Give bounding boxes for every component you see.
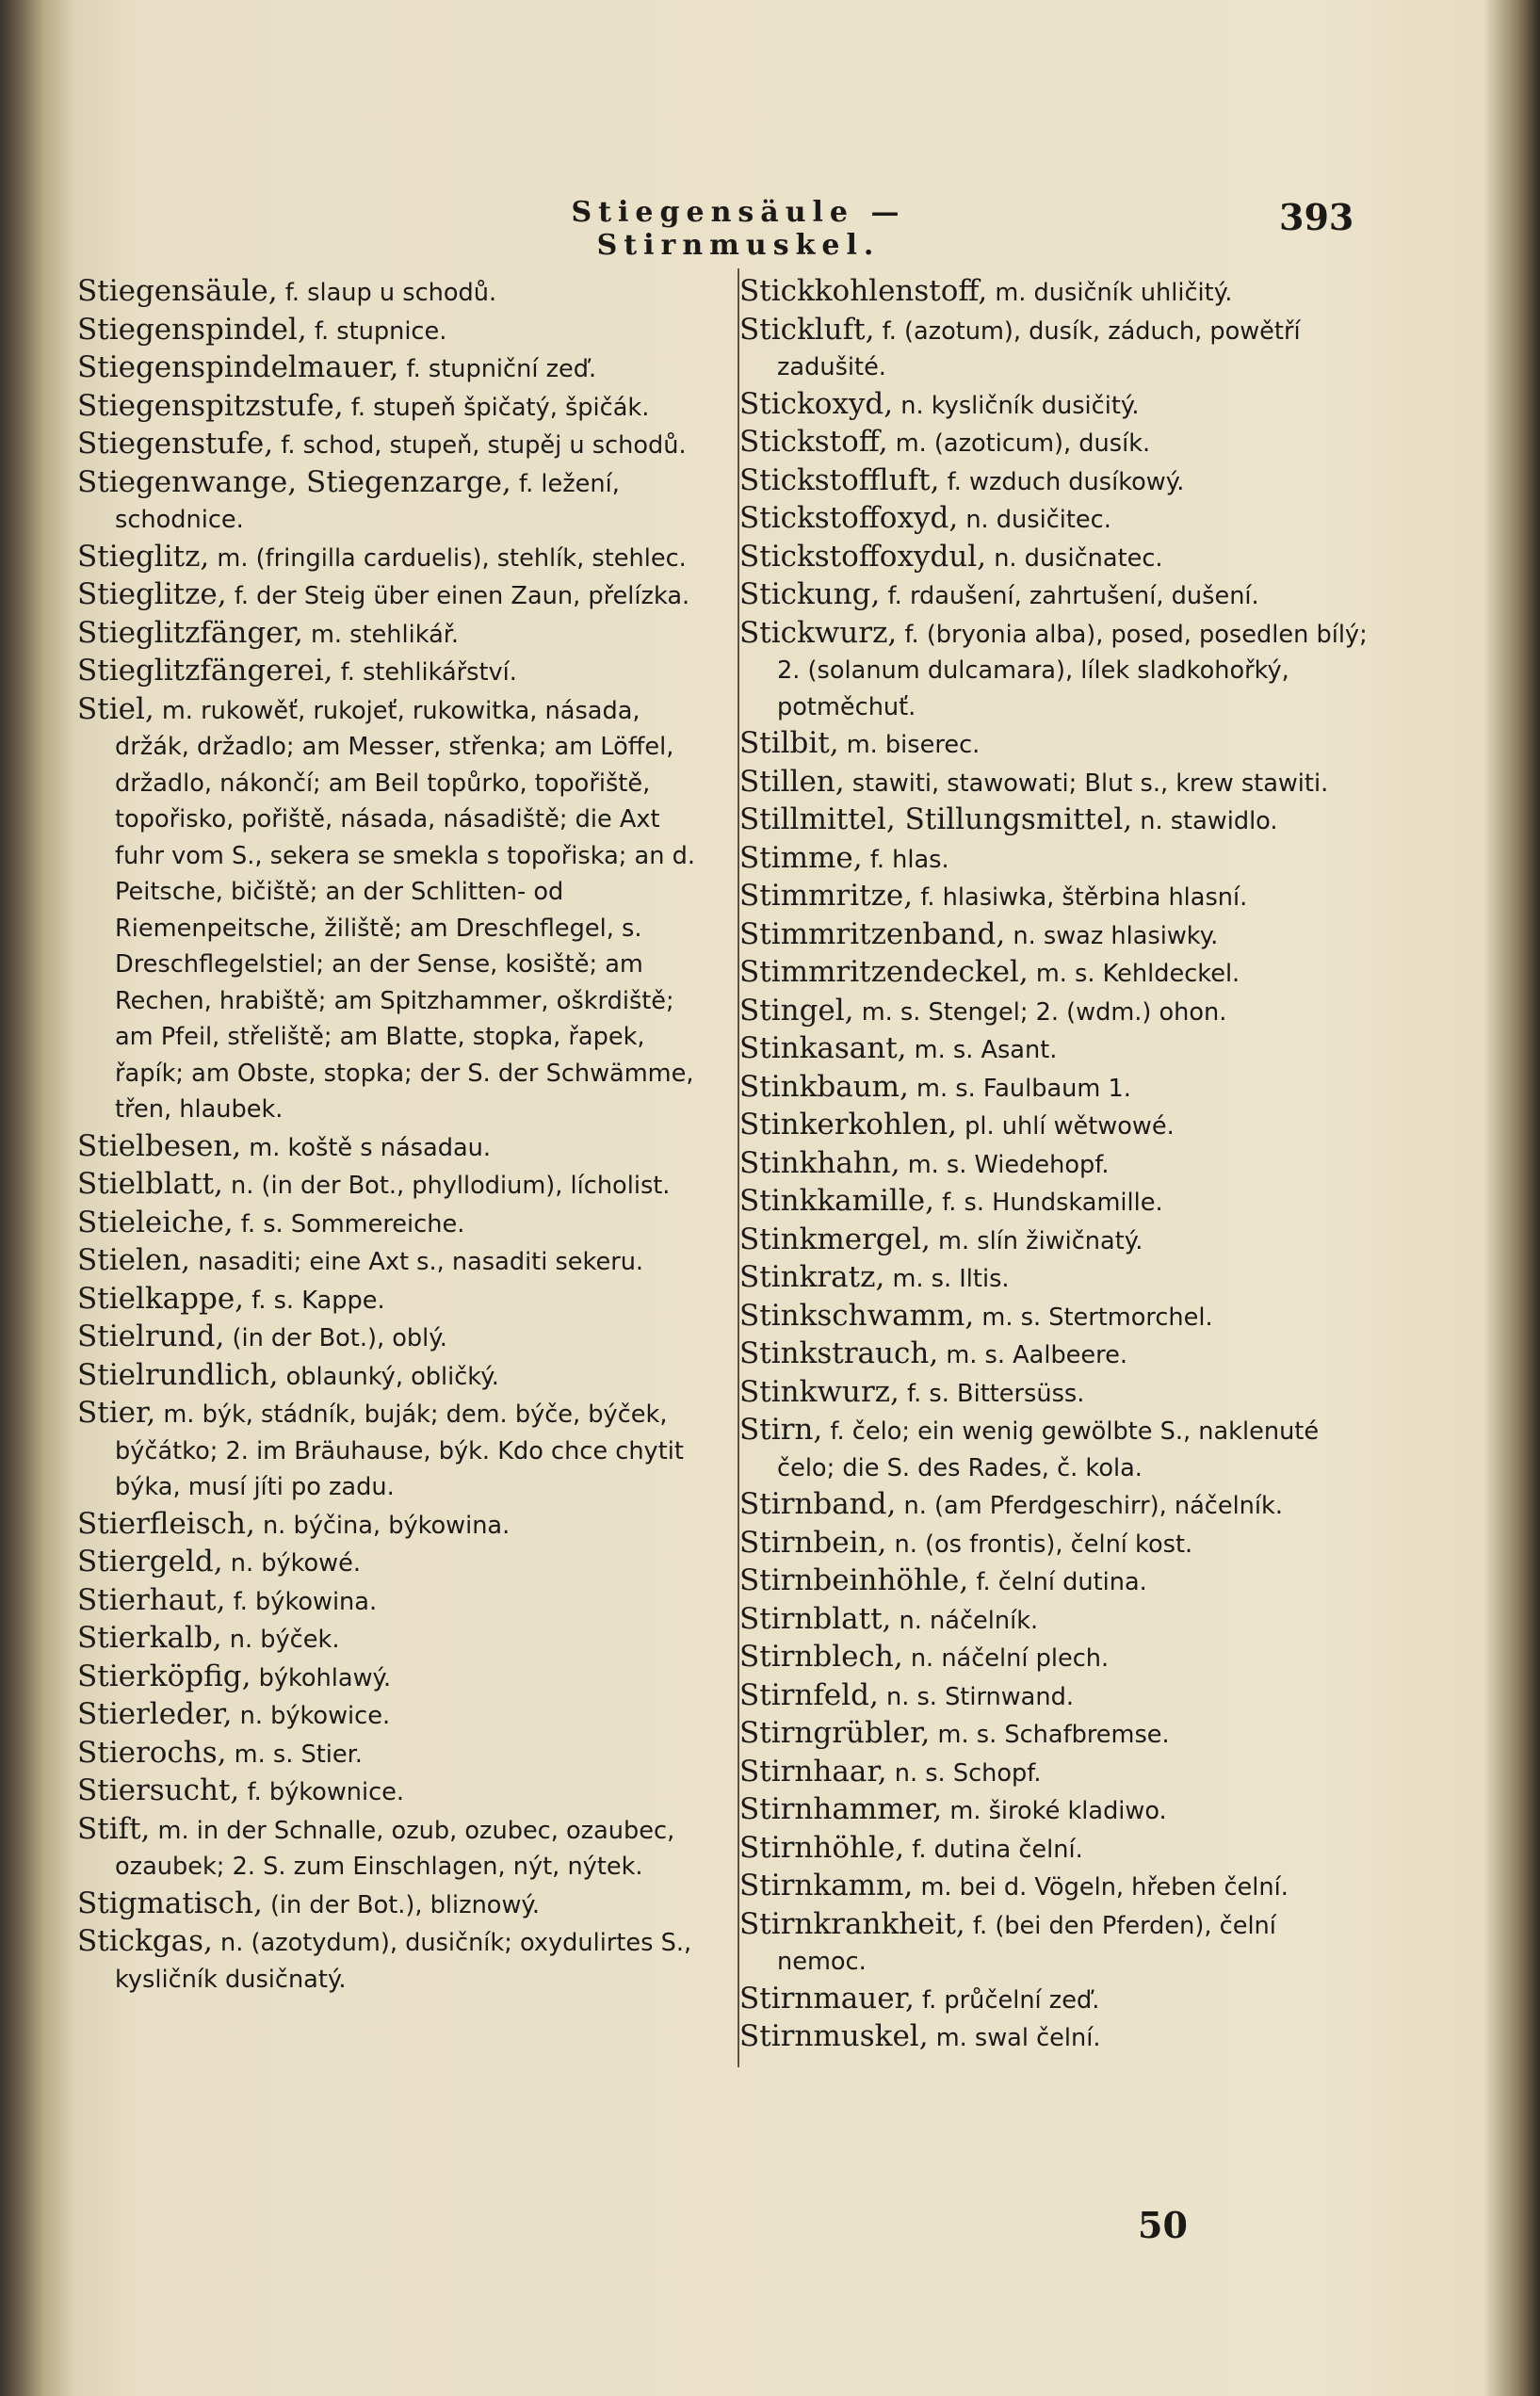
entry-gloss: n. stawidlo.: [1140, 807, 1278, 835]
dictionary-entry: [739, 725, 1370, 764]
dictionary-entry: [77, 691, 714, 1128]
entry-headword: Stieglitz,: [77, 539, 210, 574]
entry-gloss: f. s. Kappe.: [251, 1286, 385, 1315]
dictionary-entry: [77, 1735, 714, 1773]
dictionary-entry: [739, 1298, 1370, 1336]
dictionary-entry: [77, 1319, 714, 1357]
dictionary-entry: [77, 1166, 714, 1205]
entry-headword: Stieglitzfängerei,: [77, 654, 333, 688]
entry-headword: Stielrundlich,: [77, 1357, 279, 1392]
entry-gloss: m. rukowěť, rukojeť, rukowitka, násada, držák, držadlo; am Messer, střenka; am Löffel, držadlo, nákončí; am Beil topůrko, topořiště, topořisko, pořiště, násada, násadiště; die Axt fuhr vom S., sekera se smekla s topořiska; an d. Peitsche, bičiště; an der Schlitten- od Riemenpeitsche, žiliště; am Dreschflegel, s. Dreschflegelstiel; an der Sense, kosiště; am Rechen, hrabiště; am Spitzhammer, oškrdiště; am Pfeil, střeliště; am Blatte, stopka, řapek, řapík; am Obste, stopka; der S. der Schwämme, třen, hlaubek.: [115, 696, 695, 1124]
entry-headword: Stickung,: [739, 577, 881, 611]
entry-headword: Stinkhahn,: [739, 1145, 900, 1180]
dictionary-entry: [739, 764, 1370, 802]
dictionary-entry: [77, 273, 714, 312]
entry-headword: Stierfleisch,: [77, 1506, 255, 1541]
entry-headword: Stift,: [77, 1811, 151, 1846]
entry-gloss: f. býkownice.: [247, 1778, 405, 1806]
entry-headword: Stierochs,: [77, 1735, 227, 1770]
entry-headword: Stirnkamm,: [739, 1869, 914, 1902]
entry-headword: Stirnmuskel,: [739, 2019, 929, 2053]
entry-gloss: m. býk, stádník, buják; dem. býče, býček, býčátko; 2. im Bräuhause, býk. Kdo chce chytit býka, musí jíti po zadu.: [115, 1400, 684, 1501]
entry-gloss: n. dusičitec.: [965, 506, 1111, 534]
entry-gloss: n. býčina, býkowina.: [262, 1511, 511, 1540]
entry-headword: Stierleder,: [77, 1697, 233, 1731]
entry-gloss: m. (azoticum), dusík.: [895, 429, 1151, 458]
entry-gloss: m. s. Asant.: [914, 1036, 1058, 1064]
entry-gloss: m. s. Faulbaum 1.: [916, 1074, 1131, 1103]
entry-headword: Stickgas,: [77, 1924, 213, 1958]
entry-gloss: f. wzduch dusíkowý.: [947, 467, 1185, 496]
entry-gloss: m. koště s násadau.: [249, 1133, 491, 1162]
entry-gloss: f. dutina čelní.: [912, 1835, 1083, 1864]
entry-gloss: n. swaz hlasiwky.: [1013, 921, 1219, 950]
dictionary-entry: [739, 1981, 1370, 2019]
dictionary-entry: [739, 1412, 1370, 1486]
entry-gloss: f. (azotum), dusík, záduch, powětří zadušité.: [777, 316, 1301, 381]
entry-headword: Stielbesen,: [77, 1128, 242, 1163]
dictionary-entry: [739, 1486, 1370, 1525]
entry-headword: Stillen,: [739, 764, 845, 799]
entry-gloss: n. (in der Bot., phyllodium), lícholist.: [231, 1172, 671, 1200]
entry-gloss: f. průčelní zeď.: [922, 1985, 1100, 2015]
entry-gloss: m. swal čelní.: [935, 2024, 1101, 2052]
left-column: [77, 273, 714, 1998]
dictionary-entry: [77, 1659, 714, 1697]
entry-gloss: býkohlawý.: [258, 1663, 392, 1692]
entry-headword: Stickstoffluft,: [739, 462, 940, 497]
dictionary-entry: [739, 500, 1370, 539]
entry-gloss: f. s. Sommereiche.: [240, 1209, 465, 1238]
entry-headword: Stiegenwange, Stiegenzarge,: [77, 464, 511, 499]
signature-mark: 50: [1138, 2204, 1188, 2246]
dictionary-entry: [739, 1830, 1370, 1869]
dictionary-entry: [77, 312, 714, 350]
entry-gloss: m. (fringilla carduelis), stehlík, stehlec.: [217, 543, 687, 573]
entry-gloss: m. s. Iltis.: [892, 1265, 1010, 1293]
entry-headword: Stickluft,: [739, 312, 875, 347]
entry-headword: Stickstoffoxyd,: [739, 501, 959, 535]
entry-headword: Stinkschwamm,: [739, 1298, 975, 1333]
dictionary-entry: [77, 426, 714, 464]
entry-gloss: n. kysličník dusičitý.: [900, 391, 1140, 420]
entry-gloss: f. býkowina.: [233, 1587, 378, 1616]
dictionary-entry: [739, 1677, 1370, 1716]
dictionary-entry: [77, 1811, 714, 1886]
dictionary-entry: [739, 1639, 1370, 1677]
entry-headword: Stirnkrankheit,: [739, 1906, 965, 1941]
dictionary-entry: [77, 653, 714, 691]
entry-headword: Stinkstrauch,: [739, 1336, 939, 1370]
entry-headword: Stirnbeinhöhle,: [739, 1563, 969, 1597]
entry-headword: Stiegenspitzstufe,: [77, 388, 344, 423]
dictionary-entry: [739, 1525, 1370, 1563]
dictionary-entry: [739, 1754, 1370, 1792]
entry-gloss: f. schod, stupeň, stupěj u schodů.: [281, 431, 687, 460]
entry-gloss: oblaunký, obličký.: [285, 1362, 499, 1391]
entry-headword: Stielen,: [77, 1243, 191, 1277]
entry-gloss: m. stehlikář.: [310, 620, 460, 649]
right-column: [739, 273, 1370, 2057]
entry-gloss: n. (os frontis), čelní kost.: [894, 1530, 1193, 1559]
dictionary-entry: [77, 1281, 714, 1319]
entry-gloss: n. (am Pferdgeschirr), náčelník.: [903, 1492, 1283, 1520]
dictionary-entry: [739, 1336, 1370, 1374]
entry-gloss: (in der Bot.), bliznowý.: [269, 1890, 541, 1919]
dictionary-entry: [77, 1205, 714, 1243]
entry-headword: Stier,: [77, 1396, 156, 1430]
entry-headword: Stigmatisch,: [77, 1886, 263, 1920]
entry-headword: Stirn,: [739, 1413, 823, 1447]
dictionary-entry: [77, 1395, 714, 1506]
dictionary-entry: [739, 1222, 1370, 1260]
entry-gloss: m. s. Wiedehopf.: [907, 1150, 1110, 1179]
entry-headword: Stirnblech,: [739, 1640, 903, 1674]
entry-gloss: f. s. Bittersüss.: [907, 1379, 1085, 1408]
entry-headword: Stiegenstufe,: [77, 427, 274, 461]
dictionary-entry: [77, 1886, 714, 1924]
dictionary-entry: [739, 1906, 1370, 1981]
dictionary-entry: [739, 1030, 1370, 1069]
dictionary-entry: [77, 388, 714, 427]
entry-headword: Stirnband,: [739, 1487, 897, 1521]
entry-headword: Stiegenspindel,: [77, 312, 307, 347]
dictionary-entry: [739, 1715, 1370, 1754]
dictionary-entry: [77, 1128, 714, 1167]
dictionary-entry: [739, 462, 1370, 501]
entry-gloss: m. s. Stertmorchel.: [981, 1303, 1213, 1332]
entry-gloss: f. hlas.: [869, 845, 949, 874]
entry-gloss: m. bei d. Vögeln, hřeben čelní.: [920, 1873, 1289, 1902]
entry-headword: Stierhaut,: [77, 1582, 226, 1617]
entry-headword: Stirnhöhle,: [739, 1830, 905, 1865]
entry-headword: Stirnhammer,: [739, 1792, 943, 1826]
entry-headword: Stieglitze,: [77, 577, 227, 611]
dictionary-entry: [739, 1868, 1370, 1906]
entry-gloss: f. ležení, schodnice.: [115, 469, 620, 534]
entry-gloss: n. (azotydum), dusičník; oxydulirtes S., kysličník dusičnatý.: [115, 1929, 692, 1994]
entry-headword: Stinkkamille,: [739, 1184, 934, 1218]
dictionary-entry: [739, 916, 1370, 955]
entry-gloss: f. čelní dutina.: [976, 1568, 1147, 1596]
entry-headword: Stickoxyd,: [739, 386, 894, 421]
entry-gloss: m. s. Stengel; 2. (wdm.) ohon.: [861, 997, 1227, 1027]
entry-headword: Stierköpfig,: [77, 1659, 251, 1693]
entry-headword: Stilbit,: [739, 726, 839, 760]
dictionary-entry: [739, 312, 1370, 386]
entry-gloss: n. náčelník.: [899, 1606, 1039, 1635]
entry-gloss: f. čelo; ein wenig gewölbte S., naklenuté čelo; die S. des Rades, č. kola.: [777, 1417, 1320, 1482]
dictionary-entry: [77, 539, 714, 577]
entry-headword: Stielblatt,: [77, 1167, 223, 1201]
entry-gloss: f. (bryonia alba), posed, posedlen bílý; 2. (solanum dulcamara), lílek sladkohořký, potměchuť.: [777, 620, 1368, 721]
entry-headword: Stirngrübler,: [739, 1716, 931, 1750]
dictionary-entry: [77, 464, 714, 539]
dictionary-entry: [739, 2018, 1370, 2057]
entry-gloss: f. hlasiwka, štěrbina hlasní.: [920, 883, 1248, 912]
entry-gloss: m. biserec.: [846, 731, 981, 759]
dictionary-entry: [739, 1069, 1370, 1108]
dictionary-entry: [739, 1183, 1370, 1222]
entry-headword: Stinkmergel,: [739, 1222, 931, 1256]
entry-headword: Stickwurz,: [739, 615, 898, 650]
entry-gloss: f. stehlikářství.: [340, 658, 517, 687]
dictionary-entry: [739, 878, 1370, 916]
entry-gloss: m. dusičník uhličitý.: [995, 279, 1233, 307]
dictionary-entry: [739, 576, 1370, 615]
entry-headword: Stielkappe,: [77, 1281, 245, 1316]
entry-gloss: f. stupnice.: [314, 316, 447, 346]
entry-headword: Stinkwurz,: [739, 1374, 900, 1409]
dictionary-entry: [739, 1791, 1370, 1830]
entry-headword: Stirnhaar,: [739, 1754, 887, 1789]
entry-headword: Stimmritze,: [739, 879, 914, 913]
entry-gloss: n. dusičnatec.: [994, 543, 1163, 573]
dictionary-entry: [739, 840, 1370, 879]
dictionary-entry: [77, 1620, 714, 1659]
entry-headword: Stickkohlenstoff,: [739, 274, 988, 308]
dictionary-entry: [739, 1145, 1370, 1184]
dictionary-entry: [739, 1374, 1370, 1413]
entry-gloss: m. s. Kehldeckel.: [1035, 960, 1240, 988]
entry-gloss: m. s. Aalbeere.: [946, 1341, 1128, 1369]
dictionary-entry: [739, 801, 1370, 840]
dictionary-entry: [77, 349, 714, 388]
entry-headword: Stielrund,: [77, 1319, 225, 1353]
entry-gloss: m. in der Schnalle, ozub, ozubec, ozaubec, ozaubek; 2. S. zum Einschlagen, nýt, nýtek.: [115, 1816, 675, 1881]
entry-gloss: f. slaup u schodů.: [284, 279, 497, 307]
entry-gloss: f. stupniční zeď.: [406, 355, 597, 383]
entry-gloss: n. náčelní plech.: [910, 1644, 1110, 1673]
entry-headword: Stimme,: [739, 840, 863, 875]
dictionary-entry: [77, 615, 714, 654]
dictionary-entry: [739, 424, 1370, 462]
dictionary-entry: [77, 1582, 714, 1621]
entry-gloss: stawiti, stawowati; Blut s., krew stawiti.: [851, 769, 1329, 798]
entry-gloss: n. s. Stirnwand.: [885, 1682, 1074, 1711]
entry-gloss: (in der Bot.), oblý.: [232, 1324, 447, 1352]
entry-gloss: f. der Steig über einen Zaun, přelízka.: [234, 582, 690, 610]
entry-gloss: n. býkowice.: [239, 1702, 391, 1730]
entry-gloss: m. s. Stier.: [234, 1740, 363, 1769]
entry-headword: Stinkratz,: [739, 1260, 885, 1294]
dictionary-entry: [77, 1357, 714, 1396]
dictionary-entry: [739, 273, 1370, 312]
entry-gloss: m. s. Schafbremse.: [937, 1721, 1170, 1749]
entry-headword: Stiel,: [77, 691, 154, 726]
running-head: Stiegensäule — Stirnmuskel.: [571, 196, 906, 262]
entry-headword: Stieglitzfänger,: [77, 615, 303, 650]
entry-gloss: pl. uhlí wětwowé.: [965, 1112, 1175, 1141]
dictionary-entry: [739, 1562, 1370, 1601]
entry-headword: Stiegenspindelmauer,: [77, 350, 399, 384]
entry-headword: Stimmritzendeckel,: [739, 955, 1029, 989]
entry-gloss: f. rdaušení, zahrtušení, dušení.: [887, 582, 1259, 610]
dictionary-entry: [739, 993, 1370, 1031]
entry-headword: Stirnfeld,: [739, 1677, 879, 1712]
entry-headword: Stillmittel, Stillungsmittel,: [739, 802, 1133, 836]
entry-gloss: m. slín žiwičnatý.: [938, 1226, 1143, 1255]
entry-headword: Stirnbein,: [739, 1525, 887, 1560]
dictionary-entry: [739, 386, 1370, 425]
entry-headword: Stinkerkohlen,: [739, 1108, 958, 1141]
dictionary-entry: [739, 1259, 1370, 1298]
entry-headword: Stierkalb,: [77, 1621, 222, 1655]
entry-headword: Stiegensäule,: [77, 274, 278, 308]
entry-headword: Stickstoff,: [739, 425, 888, 459]
entry-headword: Stiersucht,: [77, 1773, 240, 1807]
dictionary-entry: [739, 615, 1370, 726]
entry-gloss: f. stupeň špičatý, špičák.: [350, 393, 650, 422]
entry-gloss: nasaditi; eine Axt s., nasaditi sekeru.: [198, 1248, 644, 1276]
entry-headword: Stieleiche,: [77, 1205, 234, 1239]
dictionary-entry: [77, 1506, 714, 1545]
entry-headword: Stirnmauer,: [739, 1981, 915, 2016]
dictionary-entry: [77, 1773, 714, 1811]
entry-gloss: n. býček.: [229, 1626, 340, 1654]
entry-headword: Stimmritzenband,: [739, 916, 1006, 951]
dictionary-entry: [739, 954, 1370, 993]
dictionary-entry: [77, 1696, 714, 1735]
entry-headword: Stinkasant,: [739, 1031, 907, 1065]
dictionary-entry: [77, 1242, 714, 1281]
page-number: 393: [1279, 196, 1354, 238]
entry-gloss: f. s. Hundskamille.: [942, 1189, 1163, 1217]
entry-headword: Stiergeld,: [77, 1545, 223, 1578]
entry-gloss: f. (bei den Pferden), čelní nemoc.: [777, 1911, 1276, 1976]
dictionary-entry: [77, 1544, 714, 1582]
entry-headword: Stinkbaum,: [739, 1069, 909, 1104]
entry-headword: Stirnblatt,: [739, 1601, 892, 1636]
entry-headword: Stingel,: [739, 993, 854, 1028]
entry-gloss: m. široké kladiwo.: [949, 1797, 1167, 1825]
entry-gloss: n. býkowé.: [230, 1549, 361, 1578]
dictionary-entry: [739, 1601, 1370, 1640]
dictionary-entry: [739, 1107, 1370, 1145]
dictionary-entry: [77, 576, 714, 615]
dictionary-entry: [739, 539, 1370, 577]
dictionary-entry: [77, 1923, 714, 1998]
entry-gloss: n. s. Schopf.: [894, 1758, 1042, 1788]
entry-headword: Stickstoffoxydul,: [739, 539, 987, 574]
